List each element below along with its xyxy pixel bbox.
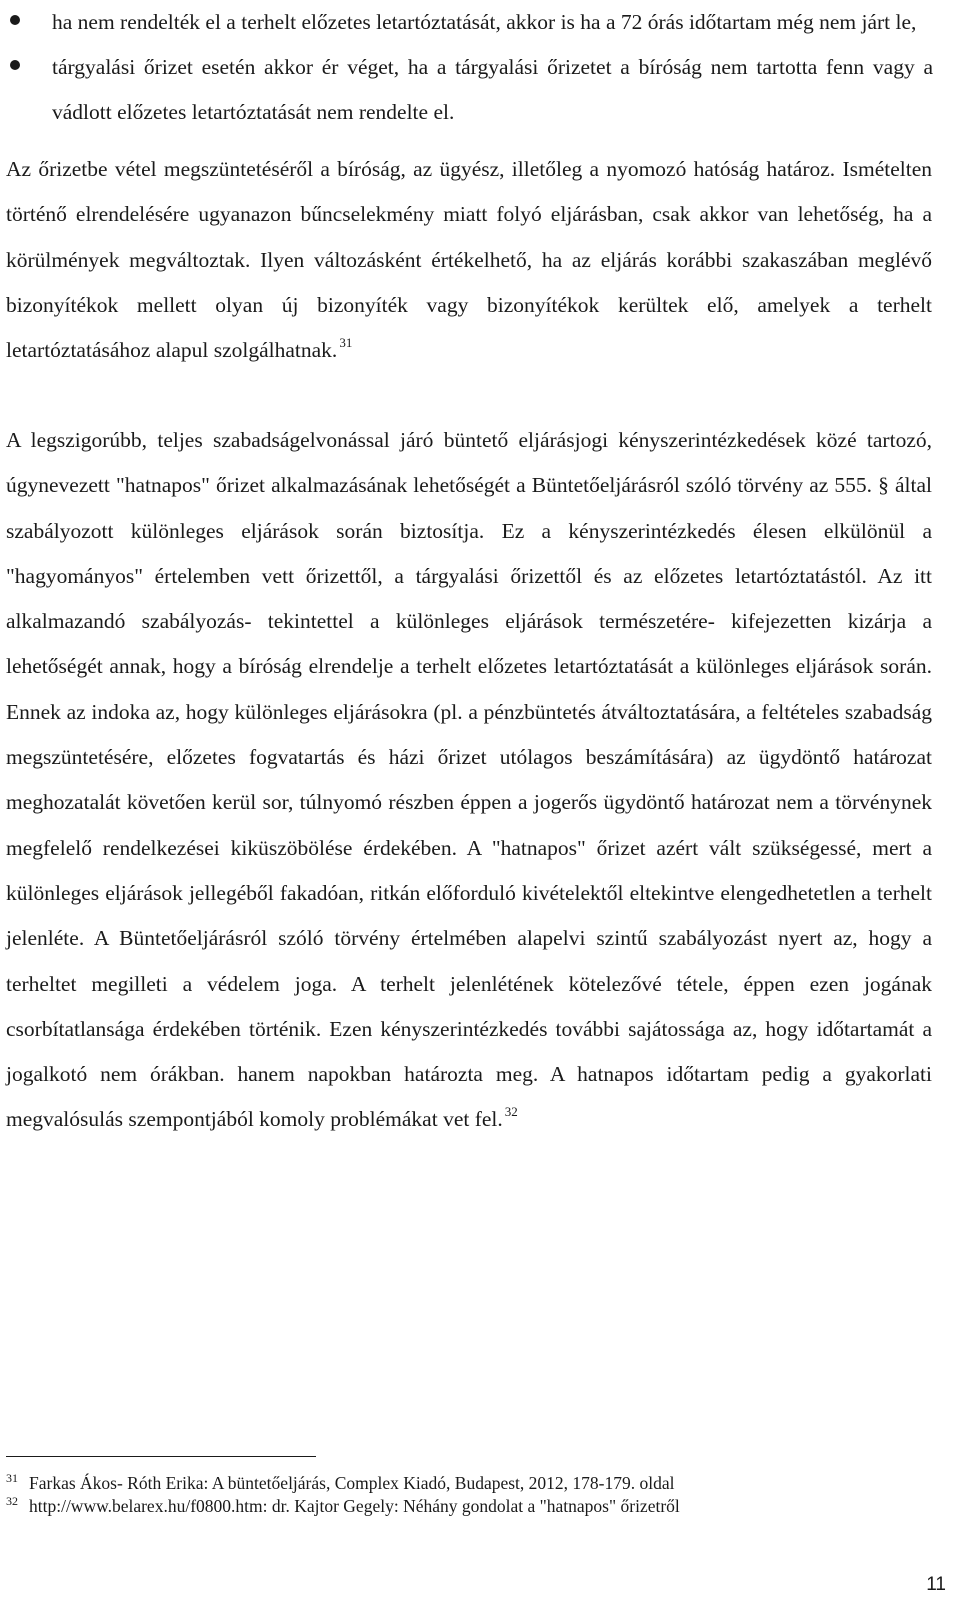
bullet-text: ha nem rendelték el a terhelt előzetes letartóztatását, akkor is ha a 72 órás időtartam még nem járt le,: [52, 10, 917, 34]
bullet-list: [0, 0, 960, 135]
footnote-separator: [6, 1456, 316, 1457]
footnote: [6, 1495, 936, 1518]
bullet-item: [0, 45, 960, 135]
bullet-item: [0, 0, 960, 45]
bullet-dot-icon: [10, 60, 20, 70]
paragraph-text: A legszigorúbb, teljes szabadságelvonással járó büntető eljárásjogi kényszerintézkedések közé tartozó, úgynevezett "hatnapos" őrizet alkalmazásának lehetőségét a Büntetőeljárásról szóló törvény az 555. § által szabályozott különleges eljárások során biztosítja. Ez a kényszerintézkedés élesen elkülönül a "hagyományos" értelemben vett őrizettől, a tárgyalási őrizettől és az előzetes letartóztatástól. Az itt alkalmazandó szabályozás- tekintettel a különleges eljárások természetére- kifejezetten kizárja a lehetőségét annak, hogy a bíróság elrendelje a terhelt előzetes letartóztatását a különleges eljárások során. Ennek az indoka az, hogy különleges eljárásokra (pl. a pénzbüntetés átváltoztatására, a feltételes szabadság megszüntetésére, előzetes fogvatartás és házi őrizet utólagos beszámítására) az ügydöntő határozat meghozatalát követően kerül sor, túlnyomó részben éppen a jogerős ügydöntő határozat nem a törvénynek megfelelő rendelkezései kiküszöbölése érdekében. A "hatnapos" őrizet azért vált szükségessé, mert a különleges eljárások jellegéből fakadóan, ritkán előforduló kivételektől eltekintve elengedhetetlen a terhelt jelenléte. A Büntetőeljárásról szóló törvény értelmében alapelvi szintű szabályozást nyert az, hogy a terheltet megilleti a védelem joga. A terhelt jelenlétének kötelezővé tétele, éppen ezen jogának csorbítatlansága érdekében történik. Ezen kényszerintézkedés további sajátossága az, hogy időtartamát a jogalkotó nem órákban. hanem napokban határozta meg. A hatnapos időtartam pedig a gyakorlati megvalósulás szempontjából komoly problémákat vet fel.: [6, 428, 932, 1132]
footnote-text: http://www.belarex.hu/f0800.htm: dr. Kajtor Gegely: Néhány gondolat a "hatnapos" őrizetről: [29, 1496, 680, 1516]
footnote: [6, 1472, 936, 1495]
footnotes: [6, 1472, 936, 1518]
footnote-reference[interactable]: 32: [504, 1104, 518, 1120]
footnote-text: Farkas Ákos- Róth Erika: A büntetőeljárás, Complex Kiadó, Budapest, 2012, 178-179. oldal: [29, 1473, 675, 1493]
page-number: 11: [926, 1574, 946, 1595]
paragraph-six-day-detention: [6, 418, 932, 1143]
paragraph-text: Az őrizetbe vétel megszüntetéséről a bíróság, az ügyész, illetőleg a nyomozó hatóság határoz. Ismételten történő elrendelésére ugyanazon bűncselekmény miatt folyó eljárásban, csak akkor van lehetőség, ha a körülmények megváltoztak. Ilyen változásként értékelhető, ha az eljárás korábbi szakaszában meglévő bizonyítékok mellett olyan új bizonyíték vagy bizonyítékok kerültek elő, amelyek a terhelt letartóztatásához alapul szolgálhatnak.: [6, 157, 932, 363]
footnote-reference[interactable]: 31: [339, 335, 353, 351]
bullet-text: tárgyalási őrizet esetén akkor ér véget, ha a tárgyalási őrizetet a bíróság nem tartotta fenn vagy a vádlott előzetes letartóztatását nem rendelte el.: [52, 55, 933, 124]
bullet-dot-icon: [10, 15, 20, 25]
footnote-number: 32: [6, 1494, 18, 1508]
footnote-number: 31: [6, 1471, 18, 1485]
paragraph-detention-termination: [6, 147, 932, 373]
